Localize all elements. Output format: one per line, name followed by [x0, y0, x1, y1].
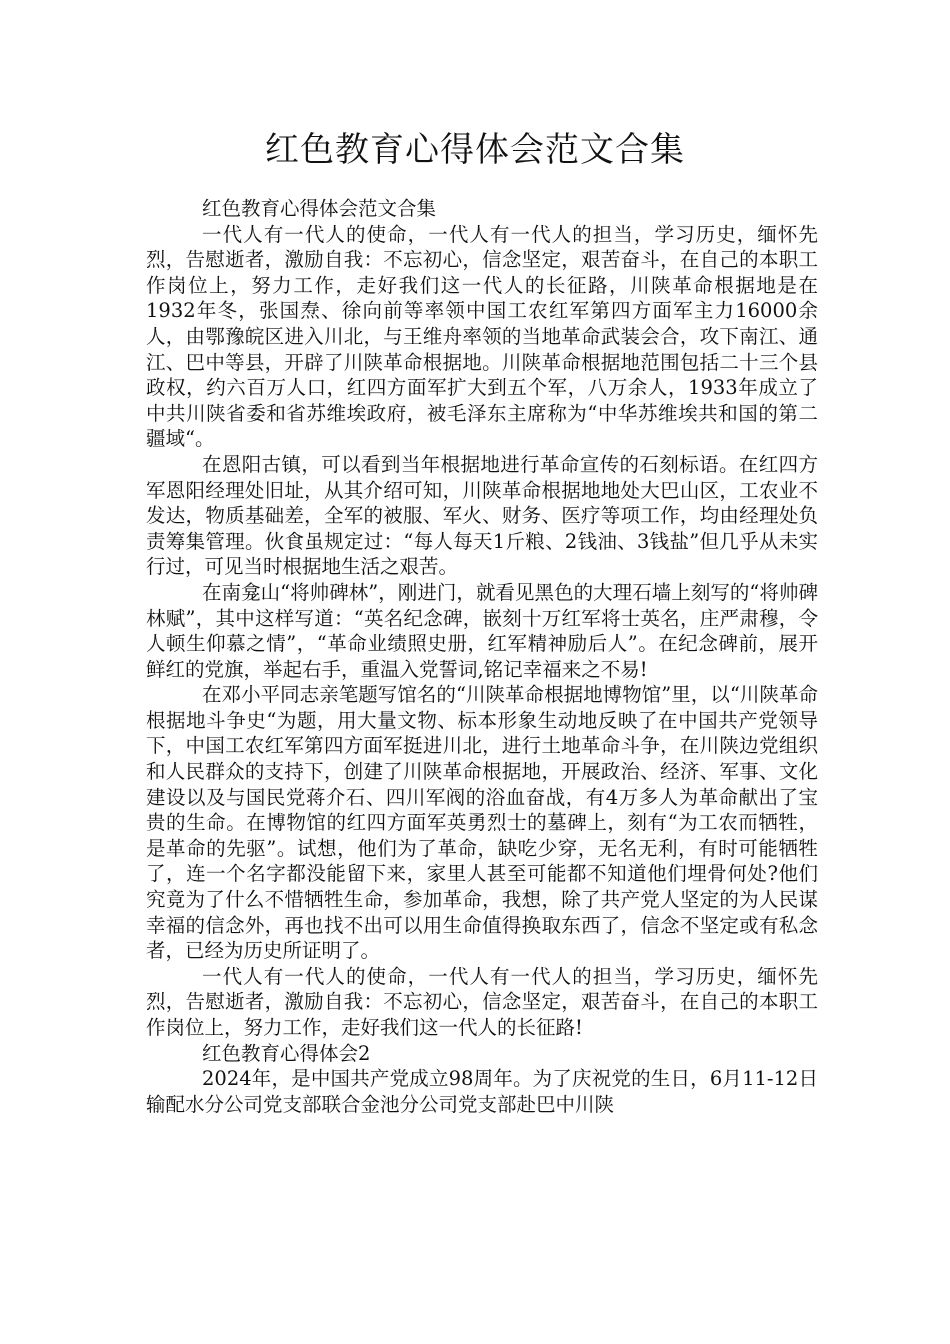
paragraph: 在邓小平同志亲笔题写馆名的“川陕革命根据地博物馆”里，以“川陕革命根据地斗争史“为题，用大量文物、标本形象生动地反映了在中国共产党领导下，中国工农红军第四方面军挺进川北，进行土地革命斗争，在川陕边党组织和人民群众的支持下，创建了川陕革命根据地，开展政治、经济、军事、文化建设以及与国民党蒋介石、四川军阀的浴血奋战，有4万多人为革命献出了宝贵的生命。在博物馆的红四方面军英勇烈士的墓碑上，刻有“为工农而牺牲，是革命的先驱”。试想，他们为了革命，缺吃少穿，无名无利，有时可能牺牲了，连一个名字都没能留下来，家里人甚至可能都不知道他们埋骨何处?他们究竟为了什么不惜牺牲生命，参加革命，我想，除了共产党人坚定的为人民谋幸福的信念外，再也找不出可以用生命值得换取东西了，信念不坚定或有私念者，已经为历史所证明了。	[146, 683, 818, 963]
paragraph-subtitle: 红色教育心得体会范文合集	[202, 197, 437, 220]
section-heading: 红色教育心得体会2	[202, 1041, 371, 1065]
paragraph: 一代人有一代人的使命，一代人有一代人的担当，学习历史，缅怀先烈，告慰逝者，激励自我：不忘初心，信念坚定，艰苦奋斗，在自己的本职工作岗位上，努力工作，走好我们这一代人的长征路，川陕革命根据地是在1932年冬，张国焘、徐向前等率领中国工农红军第四方面军主力16000余人，由鄂豫皖区进入川北，与王维舟率领的当地革命武装会合，攻下南江、通江、巴中等县，开辟了川陕革命根据地。川陕革命根据地范围包括二十三个县政权，约六百万人口，红四方面军扩大到五个军，八万余人，1933年成立了中共川陕省委和省苏维埃政府，被毛泽东主席称为“中华苏维埃共和国的第二疆域“。	[146, 222, 818, 451]
paragraph: 在南龛山“将帅碑林”，刚进门，就看见黑色的大理石墙上刻写的“将帅碑林赋”，其中这样写道：“英名纪念碑，嵌刻十万红军将士英名，庄严肃穆，令人顿生仰慕之情”，“革命业绩照史册，红军精神励后人”。在纪念碑前，展开鲜红的党旗，举起右手，重温入党誓词,铭记幸福来之不易!	[146, 580, 818, 681]
paragraph: 一代人有一代人的使命，一代人有一代人的担当，学习历史，缅怀先烈，告慰逝者，激励自我：不忘初心，信念坚定，艰苦奋斗，在自己的本职工作岗位上，努力工作，走好我们这一代人的长征路!	[146, 964, 818, 1039]
document-body	[146, 196, 818, 1117]
paragraph: 在恩阳古镇，可以看到当年根据地进行革命宣传的石刻标语。在红四方军恩阳经理处旧址，从其介绍可知，川陕革命根据地地处大巴山区，工农业不发达，物质基础差，全军的被服、军火、财务、医疗等项工作，均由经理处负责筹集管理。伙食虽规定过：“每人每天1斤粮、2钱油、3钱盐”但几乎从未实行过，可见当时根据地生活之艰苦。	[146, 452, 818, 579]
paragraph: 2024年，是中国共产党成立98周年。为了庆祝党的生日，6月11-12日输配水分公司党支部联合金池分公司党支部赴巴中川陕	[146, 1067, 818, 1116]
document-title: 红色教育心得体会范文合集	[265, 130, 685, 170]
